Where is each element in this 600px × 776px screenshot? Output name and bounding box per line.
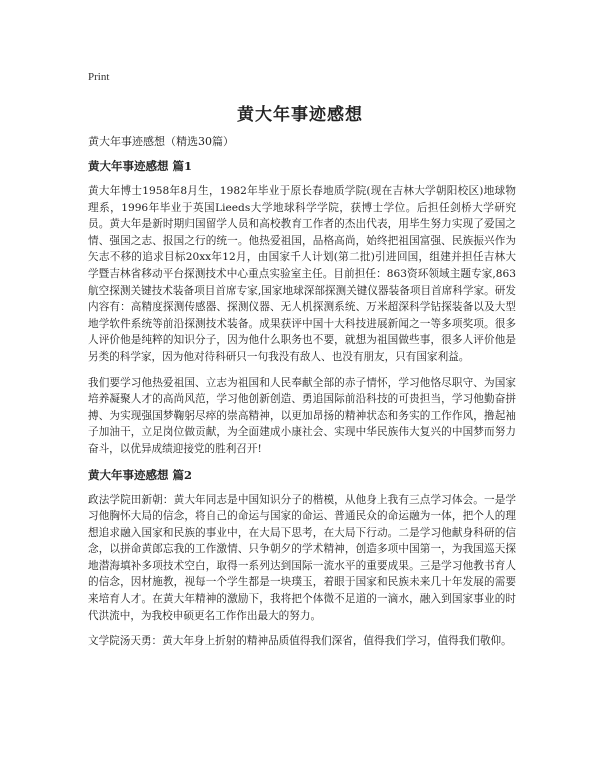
page-title: 黄大年事迹感想 (237, 105, 363, 125)
document-subtitle: 黄大年事迹感想（精选30篇） (88, 135, 234, 148)
paragraph: 我们要学习他热爱祖国、立志为祖国和人民奉献全部的赤子情怀，学习他恪尽职守、为国家培养凝聚人才的高尚风范，学习他创新创造、勇追国际前沿科技的可贵担当，学习他勤奋拼搏、为实现强国梦鞠躬尽瘁的崇高精神，以更加昂扬的精神状态和务实的工作作风，撸起袖子加油干，立足岗位做贡献，为全面建成小康社会、实现中华民族伟大复兴的中国梦而努力奋斗，以优异成绩迎接党的胜利召开! (88, 376, 516, 455)
paragraph: 文学院汤天勇：黄大年身上折射的精神品质值得我们深省，值得我们学习，值得我们敬仰。 (88, 635, 512, 648)
print-link[interactable]: Print (88, 71, 110, 83)
paragraph: 黄大年博士1958年8月生，1982年毕业于原长春地质学院(现在吉林大学朝阳校区)地球物理系，1996年毕业于英国Lieeds大学地球科学学院，获博士学位。后担任剑桥大学研究员。黄大年是新时期归国留学人员和高校教育工作者的杰出代表，用毕生努力实现了爱国之情、强国之志、报国之行的统一。他热爱祖国，品格高尚，始终把祖国富强、民族振兴作为矢志不移的追求目标20xx年12月，由国家千人计划(第二批)引进回国，组建并担任吉林大学暨吉林省移动平台探测技术中心重点实验室主任。目前担任：863资环领域主题专家,863航空探测关键技术装备项目首席专家,国家地球深部探测关键仪器装备项目首席科学家。研发内容有：高精度探测传感器、探测仪器、无人机探测系统、万米超深科学钻探装备以及大型地学软件系统等前沿探测技术装备。成果获评中国十大科技进展新闻之一等多项奖项。很多人评价他是纯粹的知识分子，因为他什么职务也不要，就想为祖国做些事，很多人评价他是另类的科学家，因为他对待科研只一句我没有敌人、也没有朋友，只有国家利益。 (88, 185, 516, 363)
section-1 (88, 158, 516, 458)
paragraph: 政法学院田新朝：黄大年同志是中国知识分子的楷模，从他身上我有三点学习体会。一是学习他胸怀大局的信念，将自己的命运与国家的命运、普通民众的命运融为一体，把个人的理想追求融入国家和民族的事业中，在大局下思考，在大局下行动。二是学习他献身科研的信念，以拼命黄郎忘我的工作激情、只争朝夕的学术精神，创造多项中国第一，为我国巡天探地潜海填补多项技术空白，取得一系列达到国际一流水平的重要成果。三是学习他教书育人的信念，因材施教，视每一个学生都是一块璞玉，着眼于国家和民族未来几十年发展的需要来培育人才。在黄大年精神的激励下，我将把个体微不足道的一滴水，融入到国家事业的时代洪流中，为我校申硕更名工作作出最大的努力。 (88, 493, 516, 622)
document-body (88, 133, 516, 659)
section-2 (88, 467, 516, 650)
section-heading: 黄大年事迹感想 篇2 (88, 467, 193, 482)
section-heading: 黄大年事迹感想 篇1 (88, 159, 193, 173)
